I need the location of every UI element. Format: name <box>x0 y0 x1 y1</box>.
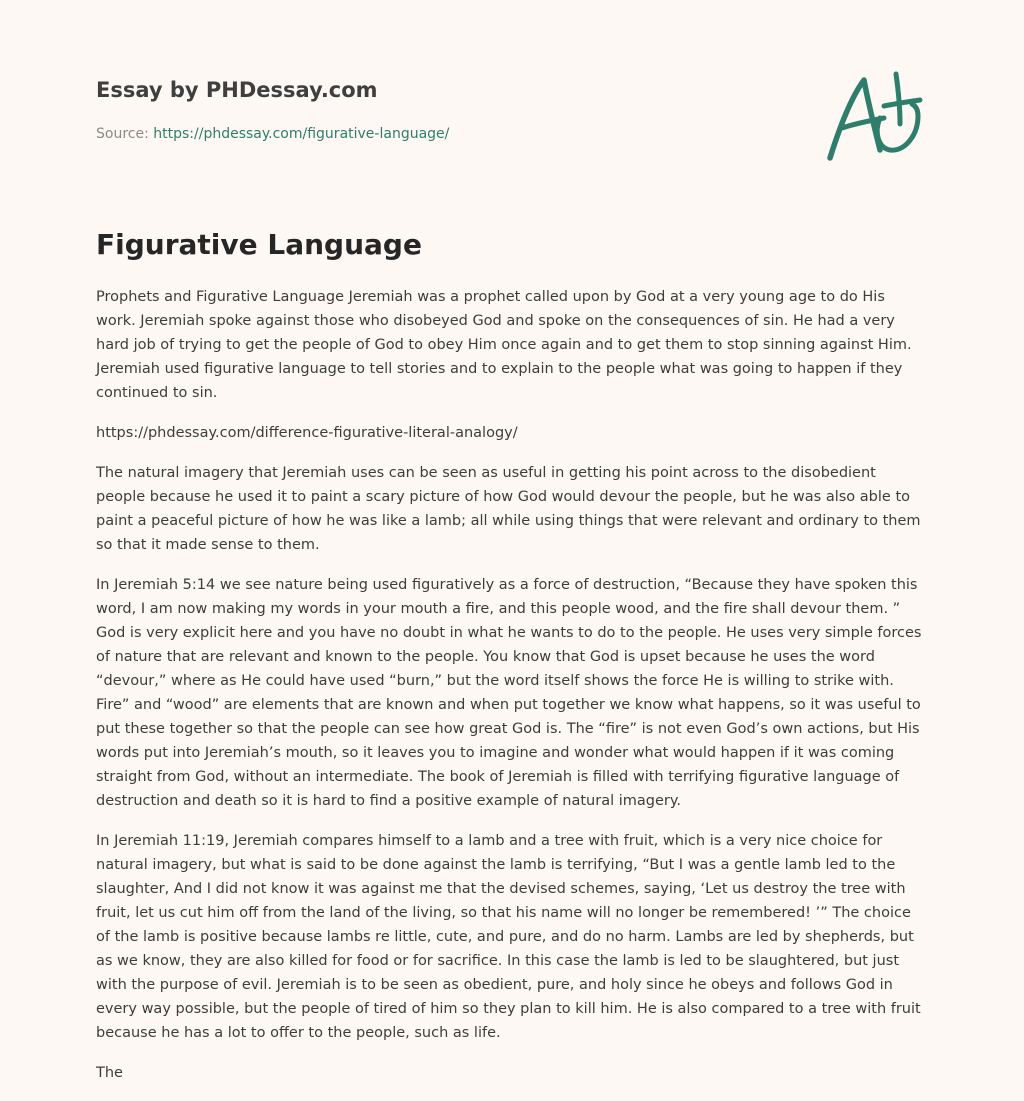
a-plus-logo-icon <box>822 66 926 166</box>
brand-title: Essay by PHDessay.com <box>96 78 378 102</box>
paragraph: Prophets and Figurative Language Jeremiah was a prophet called upon by God at a very young age to do His work. Jeremiah spoke against those who disobeyed God and spoke on the consequences of sin. He had a very hard job of trying to get the people of God to obey Him once again and to get them to stop sinning against Him. Jeremiah used figurative language to tell stories and to explain to the people what was going to happen if they continued to sin. <box>96 289 912 401</box>
paragraph: The <box>96 1065 123 1081</box>
source-link[interactable]: https://phdessay.com/figurative-language/ <box>153 126 450 142</box>
article-body <box>96 285 926 1101</box>
source-label: Source: <box>96 126 149 142</box>
related-essay-link[interactable]: https://phdessay.com/difference-figurative-literal-analogy/ <box>96 425 518 441</box>
site-header <box>96 76 928 176</box>
paragraph: In Jeremiah 11:19, Jeremiah compares himself to a lamb and a tree with fruit, which is a very nice choice for natural imagery, but what is said to be done against the lamb is terrifying, “But I was a gentle lamb led to the slaughter, And I did not know it was against me that the devised schemes, saying, ‘Let us destroy the tree with fruit, let us cut him off from the land of the living, so that his name will no longer be remembered! ’” The choice of the lamb is positive because lambs re little, cute, and pure, and do no harm. Lambs are led by shepherds, but as we know, they are also killed for food or for sacrifice. In this case the lamb is led to be slaughtered, but just with the purpose of evil. Jeremiah is to be seen as obedient, pure, and holy since he obeys and follows God in every way possible, but the people of tired of him so they plan to kill him. He is also compared to a tree with fruit because he has a lot to offer to the people, such as life. <box>96 833 921 1041</box>
paragraph: The natural imagery that Jeremiah uses can be seen as useful in getting his point across to the disobedient people because he used it to paint a scary picture of how God would devour the people, but he was also able to paint a peaceful picture of how he was like a lamb; all while using things that were relevant and ordinary to them so that it made sense to them. <box>96 465 921 553</box>
page-title: Figurative Language <box>96 228 422 261</box>
paragraph: In Jeremiah 5:14 we see nature being used figuratively as a force of destruction, “Because they have spoken this word, I am now making my words in your mouth a fire, and this people wood, and the fire shall devour them. ” God is very explicit here and you have no doubt in what he wants to do to the people. He uses very simple forces of nature that are relevant and known to the people. You know that God is upset because he uses the word “devour,” where as He could have used “burn,” but the word itself shows the force He is willing to strike with. Fire” and “wood” are elements that are known and when put together we know what happens, so it was useful to put these together so that the people can see how great God is. The “fire” is not even God’s own actions, but His words put into Jeremiah’s mouth, so it leaves you to imagine and wonder what would happen if it was coming straight from God, without an intermediate. The book of Jeremiah is filled with terrifying figurative language of destruction and death so it is hard to find a positive example of natural imagery. <box>96 577 922 809</box>
source-line <box>96 124 928 144</box>
